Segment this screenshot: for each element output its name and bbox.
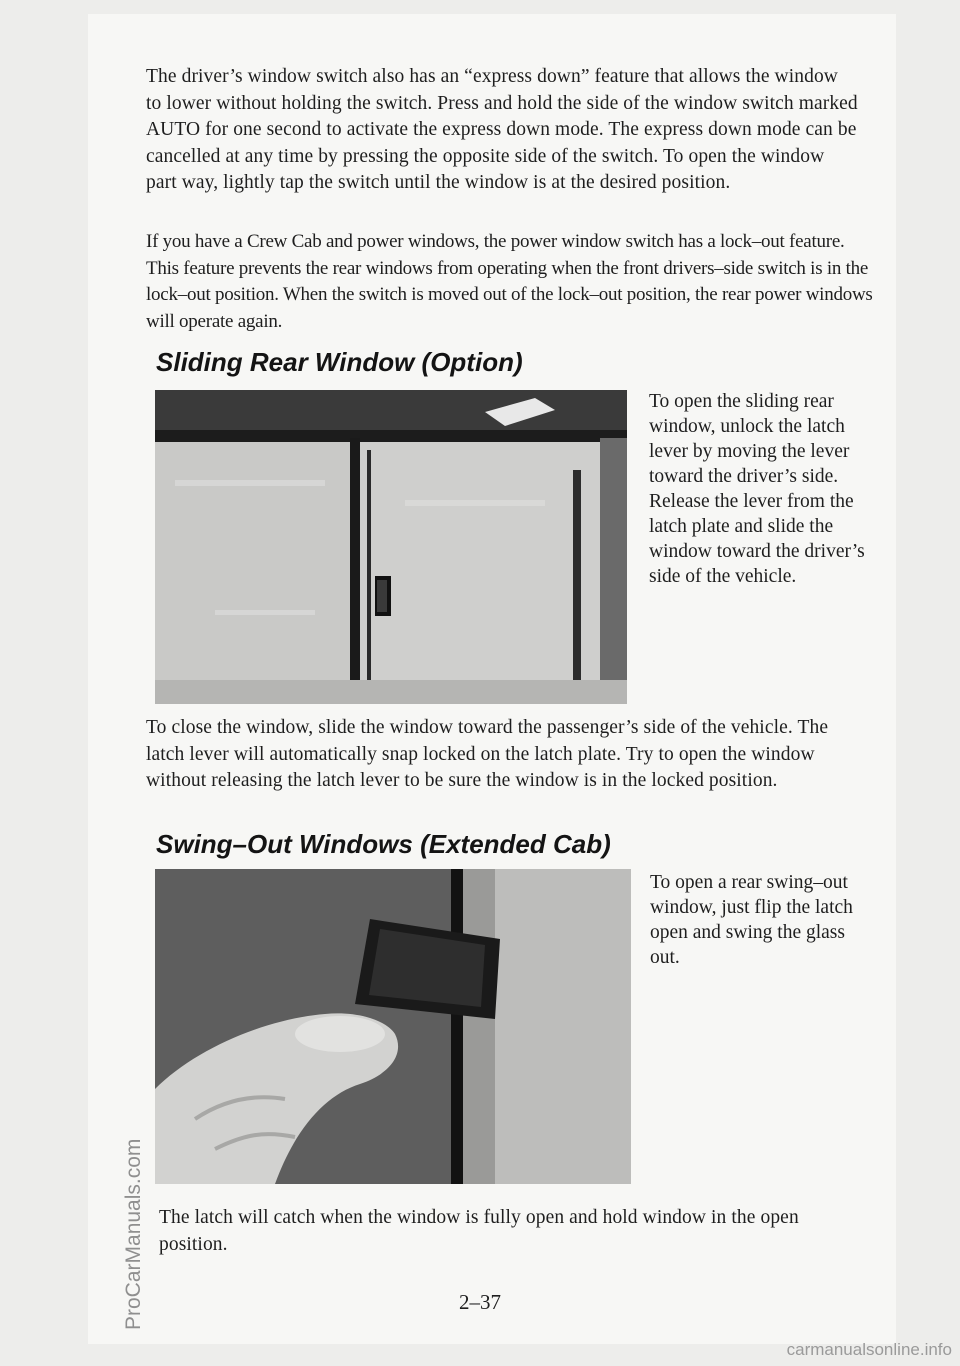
crew-cab-paragraph: If you have a Crew Cab and power windows, the power window switch has a lock–out feature. This feature prevents the rear windows from operating when the front drivers–side switch is in the lock–out position. When the switch is moved out of the lock–out position, the rear power windows will operate again.: [146, 231, 873, 332]
latch-catch-paragraph: The latch will catch when the window is fully open and hold window in the open position.: [159, 1207, 799, 1255]
sliding-rear-window-heading: Sliding Rear Window (Option): [156, 347, 523, 377]
swing-out-window-photo: [155, 869, 631, 1184]
close-window-paragraph: To close the window, slide the window toward the passenger’s side of the vehicle. The latch lever will automatically snap locked on the latch plate. Try to open the window without releasing the latch lever to be sure the window is in the locked position.: [146, 717, 829, 791]
page-number: 2–37: [459, 1290, 501, 1314]
swing-out-windows-heading: Swing–Out Windows (Extended Cab): [156, 829, 611, 859]
swing-out-instructions: To open a rear swing–out window, just flip the latch open and swing the glass out.: [650, 872, 853, 968]
sliding-rear-window-photo: [155, 390, 627, 704]
express-down-paragraph: The driver’s window switch also has an “express down” feature that allows the window to lower without holding the switch. Press and hold the side of the window switch marked AUTO for one second to activate the express down mode. The express down mode can be cancelled at any time by pressing the opposite side of the switch. To open the window part way, lightly tap the switch until the window is at the desired position.: [146, 66, 858, 193]
side-watermark: ProCarManuals.com: [122, 1138, 145, 1330]
swing-out-latch-illustration: [155, 869, 631, 1184]
sliding-window-instructions: To open the sliding rear window, unlock the latch lever by moving the lever toward the driver’s side. Release the lever from the latch plate and slide the window toward the driver’s side of the vehicle.: [649, 391, 865, 587]
footer-watermark: carmanualsonline.info: [786, 1340, 952, 1359]
sliding-window-illustration: [155, 390, 627, 704]
